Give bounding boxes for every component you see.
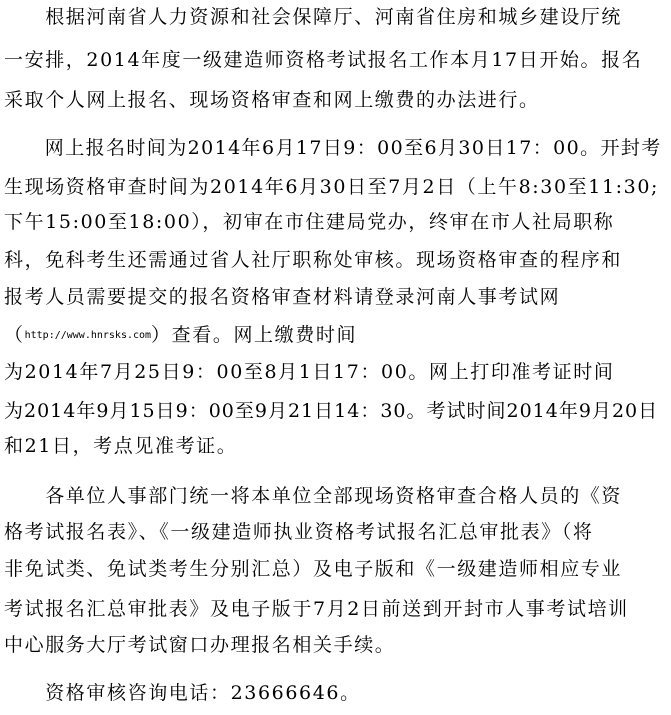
paragraph-3-line-2: 格考试报名表》、《一级建造师执业资格考试报名汇总审批表》（将	[4, 521, 594, 543]
url-open-paren: （	[4, 324, 25, 346]
url-close-paren: ）	[151, 324, 172, 346]
hnrsks-url-link[interactable]: http://www.hnrsks.com	[24, 330, 152, 341]
paragraph-3-line-4: 考试报名汇总审批表》及电子版于7月2日前送到开封市人事考试培训	[4, 598, 629, 620]
paragraph-1-line-1: 根据河南省人力资源和社会保障厅、河南省住房和城乡建设厅统	[4, 6, 623, 28]
paragraph-2-line-8: 为2014年9月15日9：00至9月21日14：30。考试时间2014年9月20日	[4, 400, 659, 422]
paragraph-2-line-4: 科，免科考生还需通过省人社厅职称处审核。现场资格审查的程序和	[4, 249, 623, 271]
paragraph-2-line-9: 和21日，考点见准考证。	[4, 435, 238, 457]
paragraph-1-line-2: 一安排，2014年度一级建造师资格考试报名工作本月17日开始。报名	[4, 49, 643, 71]
paragraph-2-line-6	[4, 320, 357, 350]
paragraph-2-line-2: 生现场资格审查时间为2014年6月30日至7月2日（上午8:30至11:30;	[4, 176, 660, 198]
paragraph-2-line-1: 网上报名时间为2014年6月17日9：00至6月30日17：00。开封考	[4, 137, 662, 159]
paragraph-1-line-3: 采取个人网上报名、现场资格审查和网上缴费的办法进行。	[4, 89, 540, 111]
url-line-text: 查看。网上缴费时间	[171, 324, 358, 346]
paragraph-3-line-5: 中心服务大厅考试窗口办理报名相关手续。	[4, 634, 396, 656]
paragraph-3-line-1: 各单位人事部门统一将本单位全部现场资格审查合格人员的《资	[4, 485, 623, 507]
phone-line: 资格审核咨询电话：23666646。	[4, 682, 361, 704]
paragraph-3-line-3: 非免试类、免试类考生分别汇总）及电子版和《一级建造师相应专业	[4, 558, 623, 580]
paragraph-2-line-3: 下午15:00至18:00），初审在市住建局党办，终审在市人社局职称	[4, 211, 615, 233]
paragraph-2-line-5: 报考人员需要提交的报名资格审查材料请登录河南人事考试网	[4, 286, 561, 308]
paragraph-2-line-7: 为2014年7月25日9：00至8月1日17：00。网上打印准考证时间	[4, 361, 615, 383]
